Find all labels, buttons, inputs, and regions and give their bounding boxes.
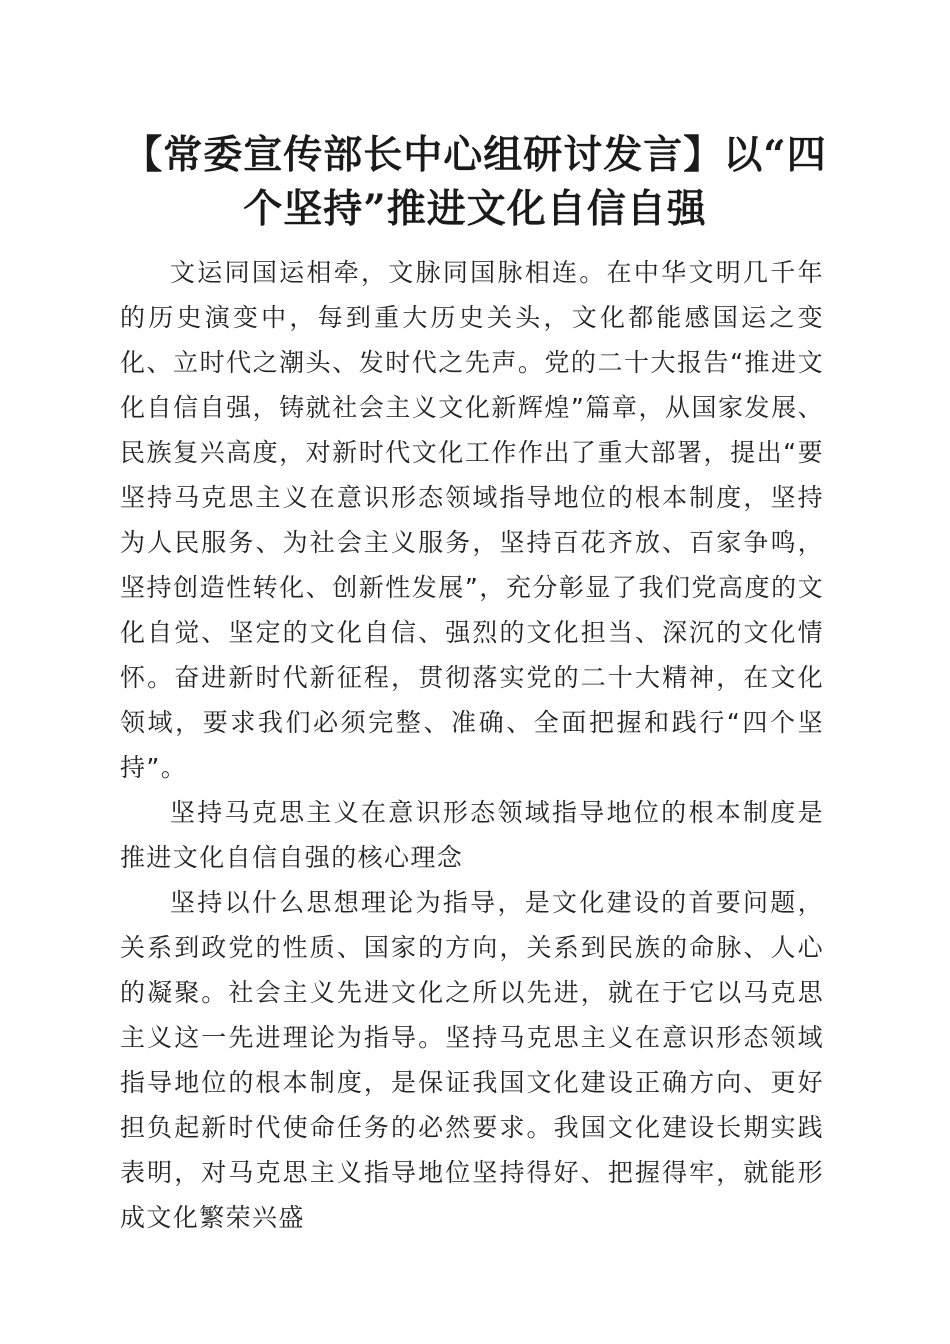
paragraph-intro: 文运同国运相牵，文脉同国脉相连。在中华文明几千年的历史演变中，每到重大历史关头，文化都能感国运之变化、立时代之潮头、发时代之先声。党的二十大报告“推进文化自信自强，铸就社会主义文化新辉煌”篇章，从国家发展、民族复兴高度，对新时代文化工作作出了重大部署，提出“要坚持马克思主义在意识形态领域指导地位的根本制度，坚持为人民服务、为社会主义服务，坚持百花齐放、百家争鸣，坚持创造性转化、创新性发展”，充分彰显了我们党高度的文化自觉、坚定的文化自信、强烈的文化担当、深沉的文化情怀。奋进新时代新征程，贯彻落实党的二十大精神，在文化领域，要求我们必须完整、准确、全面把握和践行“四个坚持”。 (120, 258, 824, 782)
paragraph-section-heading: 坚持马克思主义在意识形态领域指导地位的根本制度是推进文化自信自强的核心理念 (120, 798, 824, 872)
document-title: 【常委宣传部长中心组研讨发言】以“四个坚持”推进文化自信自强 (123, 132, 827, 232)
document-body (120, 250, 824, 1240)
paragraph-guidance: 坚持以什么思想理论为指导，是文化建设的首要问题，关系到政党的性质、国家的方向，关系到民族的命脉、人心的凝聚。社会主义先进文化之所以先进，就在于它以马克思主义这一先进理论为指导。坚持马克思主义在意识形态领域指导地位的根本制度，是保证我国文化建设正确方向、更好担负起新时代使命任务的必然要求。我国文化建设长期实践表明，对马克思主义指导地位坚持得好、把握得牢，就能形成文化繁荣兴盛 (120, 888, 824, 1232)
